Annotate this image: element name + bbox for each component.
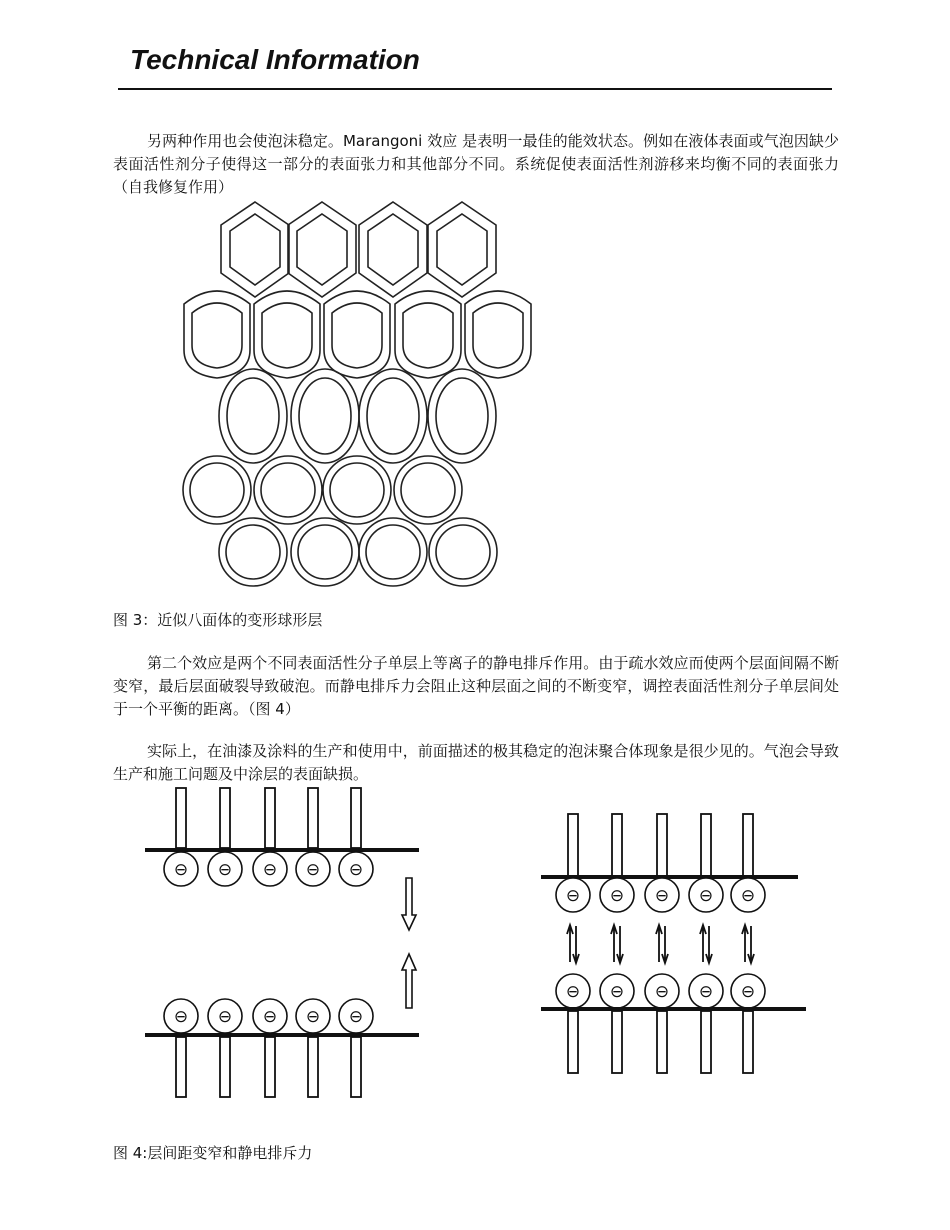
- repulsion-arrow-down-icon: [662, 926, 668, 963]
- hydrophobic-tail: [743, 1011, 753, 1073]
- anion-charge-symbol: ⊖: [217, 860, 233, 880]
- hydrophobic-tail: [176, 788, 186, 848]
- hydrophobic-tail: [351, 788, 361, 848]
- anion-charge-symbol: ⊖: [348, 860, 364, 880]
- hydrophobic-tail: [743, 814, 753, 876]
- anion-charge-symbol: ⊖: [262, 860, 278, 880]
- anion-charge-symbol: ⊖: [262, 1007, 278, 1027]
- repulsion-arrow-down-icon: [617, 926, 623, 963]
- repulsion-arrow-up-icon: [742, 925, 748, 962]
- hydrophobic-tail: [308, 788, 318, 848]
- paragraph-electrostatic: 第二个效应是两个不同表面活性分子单层上等离子的静电排斥作用。由于疏水效应而使两个层面间隔不断变窄，最后层面破裂导致破泡。而静电排斥力会阻止这种层面之间的不断变窄，调控表面活性剂分子单层间处于一个平衡的距离。（图 4）: [113, 654, 839, 718]
- repulsion-arrow-down-icon: [573, 926, 579, 963]
- anion-charge-symbol: ⊖: [654, 886, 670, 906]
- anion-charge-symbol: ⊖: [698, 886, 714, 906]
- page-title: Technical Information: [130, 44, 420, 75]
- repulsion-arrow-up-icon: [611, 925, 617, 962]
- hydrophobic-tail: [265, 1037, 275, 1097]
- hydrophobic-tail: [701, 814, 711, 876]
- anion-charge-symbol: ⊖: [609, 982, 625, 1002]
- anion-charge-symbol: ⊖: [305, 1007, 321, 1027]
- hydrophobic-tail: [308, 1037, 318, 1097]
- repulsion-arrow-up-icon: [700, 925, 706, 962]
- repulsion-arrow-up-icon: [656, 925, 662, 962]
- arrow-down-icon: [402, 878, 416, 930]
- hydrophobic-tail: [176, 1037, 186, 1097]
- hydrophobic-tail: [568, 814, 578, 876]
- anion-charge-symbol: ⊖: [305, 860, 321, 880]
- anion-charge-symbol: ⊖: [217, 1007, 233, 1027]
- hydrophobic-tail: [568, 1011, 578, 1073]
- anion-charge-symbol: ⊖: [698, 982, 714, 1002]
- repulsion-arrow-up-icon: [567, 925, 573, 962]
- hydrophobic-tail: [657, 1011, 667, 1073]
- hydrophobic-tail: [220, 788, 230, 848]
- paragraph-practice: 实际上，在油漆及涂料的生产和使用中，前面描述的极其稳定的泡沫聚合体现象是很少见的。气泡会导致生产和施工问题及中涂层的表面缺损。: [113, 742, 839, 783]
- figure-4-caption: 图 4:层间距变窄和静电排斥力: [113, 1144, 313, 1162]
- figure-3-caption: 图 3：近似八面体的变形球形层: [113, 611, 323, 629]
- anion-charge-symbol: ⊖: [609, 886, 625, 906]
- paragraph-marangoni: 另两种作用也会使泡沫稳定。Marangoni 效应 是表明一最佳的能效状态。例如在液体表面或气泡因缺少表面活性剂分子使得这一部分的表面张力和其他部分不同。系统促使表面活性剂游移来均衡不同的表面张力（自我修复作用）: [113, 132, 839, 196]
- anion-charge-symbol: ⊖: [654, 982, 670, 1002]
- anion-charge-symbol: ⊖: [173, 1007, 189, 1027]
- hydrophobic-tail: [657, 814, 667, 876]
- repulsion-arrow-down-icon: [706, 926, 712, 963]
- repulsion-arrow-down-icon: [748, 926, 754, 963]
- hydrophobic-tail: [612, 814, 622, 876]
- anion-charge-symbol: ⊖: [565, 886, 581, 906]
- anion-charge-symbol: ⊖: [173, 860, 189, 880]
- hydrophobic-tail: [265, 788, 275, 848]
- anion-charge-symbol: ⊖: [348, 1007, 364, 1027]
- arrow-up-icon: [402, 954, 416, 1008]
- hydrophobic-tail: [220, 1037, 230, 1097]
- hydrophobic-tail: [701, 1011, 711, 1073]
- anion-charge-symbol: ⊖: [740, 886, 756, 906]
- anion-charge-symbol: ⊖: [740, 982, 756, 1002]
- anion-charge-symbol: ⊖: [565, 982, 581, 1002]
- hydrophobic-tail: [351, 1037, 361, 1097]
- hydrophobic-tail: [612, 1011, 622, 1073]
